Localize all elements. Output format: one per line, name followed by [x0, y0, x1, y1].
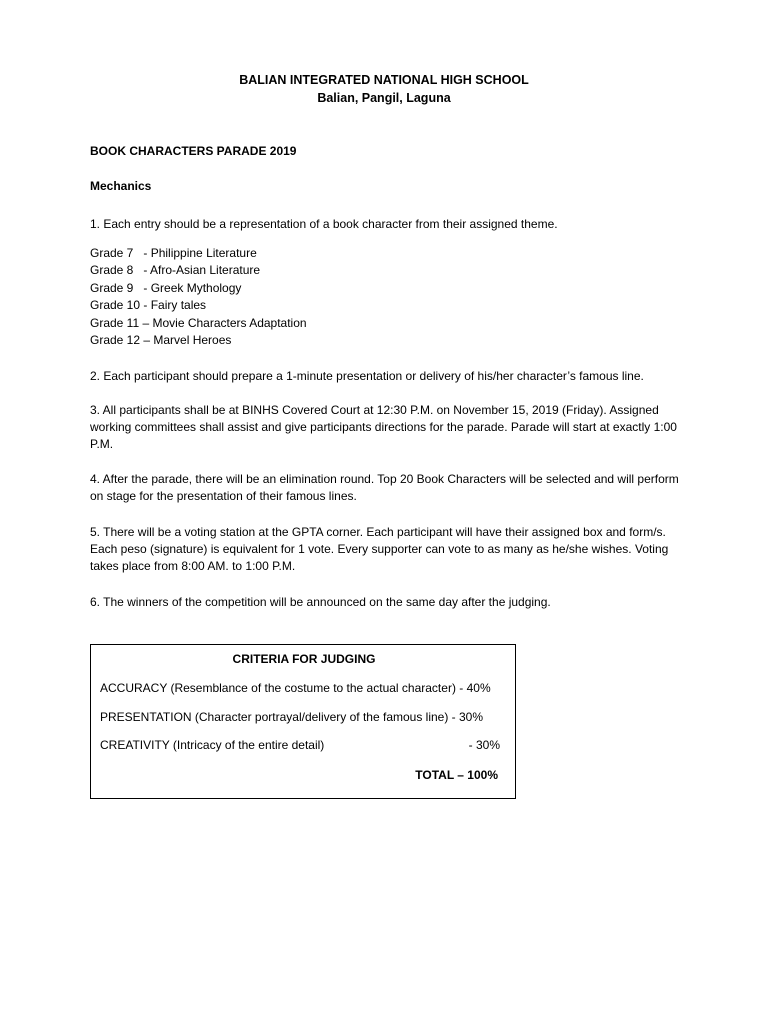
event-title: BOOK CHARACTERS PARADE 2019 [90, 144, 297, 158]
theme-grade-11: Grade 11 – Movie Characters Adaptation [90, 315, 307, 330]
theme-list [90, 245, 690, 349]
criteria-box [90, 644, 516, 799]
criteria-total: TOTAL – 100% [415, 768, 498, 782]
theme-grade-8: Grade 8 - Afro-Asian Literature [90, 263, 261, 278]
mechanic-item-3: 3. All participants shall be at BINHS Covered Court at 12:30 P.M. on November 15, 2019 (Friday). Assigned working committees shall assist and give participants directions for the parade. Parade will start at exactly 1:00 P.M. [90, 403, 677, 451]
theme-grade-10: Grade 10 - Fairy tales [90, 298, 207, 313]
criterion-creativity-label: CREATIVITY (Intricacy of the entire detail) [100, 738, 325, 752]
criterion-creativity-percent: - 30% [468, 738, 500, 752]
theme-grade-7: Grade 7 - Philippine Literature [90, 246, 257, 260]
mechanics-heading: Mechanics [90, 179, 152, 193]
theme-grade-12: Grade 12 – Marvel Heroes [90, 332, 232, 347]
mechanic-item-5: 5. There will be a voting station at the GPTA corner. Each participant will have their assigned box and form/s. Each peso (signature) is equivalent for 1 vote. Every supporter can vote to as many as he/she wishes. Voting takes place from 8:00 AM. to 1:00 P.M. [90, 525, 669, 573]
criteria-title: CRITERIA FOR JUDGING [232, 652, 376, 666]
criterion-accuracy: ACCURACY (Resemblance of the costume to the actual character) - 40% [100, 681, 491, 695]
mechanic-item-4: 4. After the parade, there will be an elimination round. Top 20 Book Characters will be selected and will perform on stage for the presentation of their famous lines. [90, 472, 679, 503]
theme-grade-9: Grade 9 - Greek Mythology [90, 280, 242, 295]
mechanic-item-6: 6. The winners of the competition will be announced on the same day after the judging. [90, 595, 551, 609]
document-header [0, 71, 768, 107]
mechanic-item-2: 2. Each participant should prepare a 1-minute presentation or delivery of his/her character’s famous line. [90, 369, 644, 383]
criterion-presentation: PRESENTATION (Character portrayal/delivery of the famous line) - 30% [100, 710, 484, 724]
school-address: Balian, Pangil, Laguna [317, 91, 451, 105]
mechanic-item-1: 1. Each entry should be a representation of a book character from their assigned theme. [90, 217, 558, 231]
school-name: BALIAN INTEGRATED NATIONAL HIGH SCHOOL [239, 73, 529, 87]
